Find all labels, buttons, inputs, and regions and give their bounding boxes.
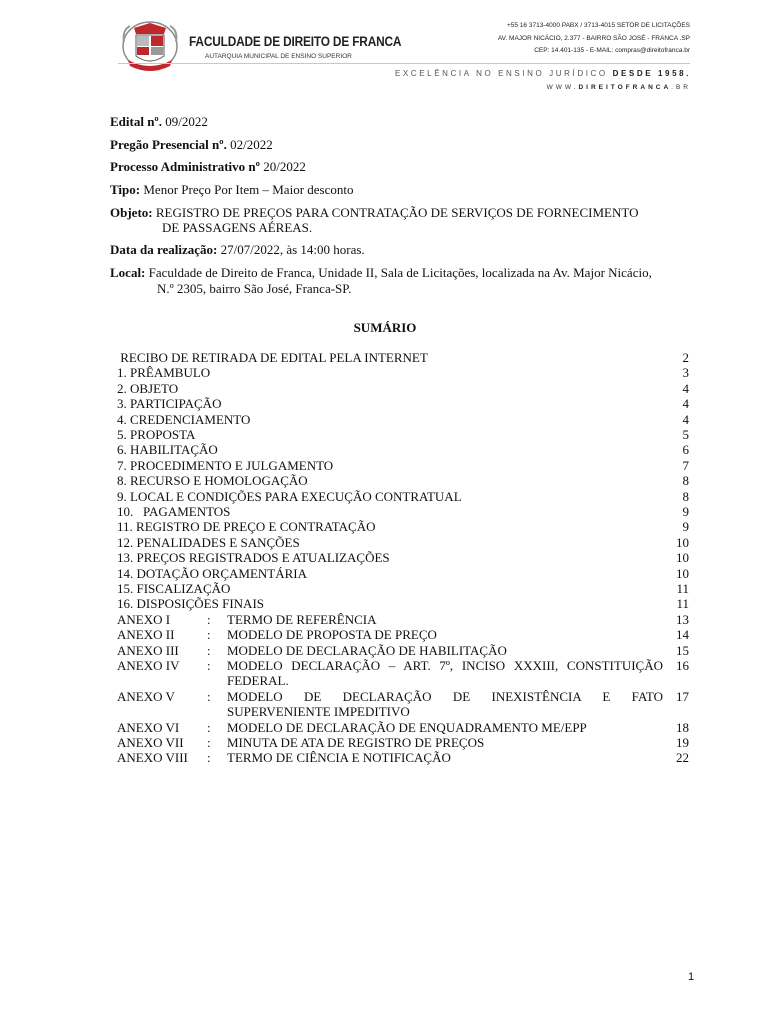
annex-item xyxy=(117,612,689,627)
toc-item-page: 4 xyxy=(682,380,689,396)
annex-description: MINUTA DE ATA DE REGISTRO DE PREÇOS xyxy=(227,735,485,750)
letterhead xyxy=(0,0,770,100)
toc-item xyxy=(117,365,689,380)
annex-separator: : xyxy=(207,735,211,750)
tipo-line xyxy=(110,182,353,197)
annex-name: ANEXO VI xyxy=(117,719,180,735)
toc-item-page: 4 xyxy=(682,396,689,412)
edital-value: 09/2022 xyxy=(165,114,208,129)
annex-item xyxy=(117,643,689,658)
annex-page: 16 xyxy=(676,658,689,673)
processo-line xyxy=(110,159,306,174)
annex-page: 19 xyxy=(676,735,689,750)
annex-page: 15 xyxy=(676,642,689,658)
toc-item-title: 3. PARTICIPAÇÃO xyxy=(117,396,222,412)
toc-item xyxy=(117,489,689,504)
toc-item-page: 4 xyxy=(682,411,689,427)
toc-item-title: 2. OBJETO xyxy=(117,380,179,396)
annex-description: TERMO DE CIÊNCIA E NOTIFICAÇÃO xyxy=(227,750,451,766)
toc-item-title: 8. RECURSO E HOMOLOGAÇÃO xyxy=(117,473,308,489)
toc-item-title: RECIBO DE RETIRADA DE EDITAL PELA INTERNET xyxy=(117,350,428,365)
annex-page: 17 xyxy=(676,688,689,704)
toc-item-page: 11 xyxy=(676,581,689,596)
toc-item-title: 4. CREDENCIAMENTO xyxy=(117,411,251,427)
local-line xyxy=(110,265,652,280)
annex-description: FEDERAL. xyxy=(227,673,289,689)
toc-item-title: 1. PRÊAMBULO xyxy=(117,365,211,381)
annex-separator: : xyxy=(207,658,211,673)
annex-description: SUPERVENIENTE IMPEDITIVO xyxy=(227,704,410,720)
toc-item-page: 10 xyxy=(676,565,689,581)
objeto-label: Objeto: xyxy=(110,205,153,220)
toc-item-title: 9. LOCAL E CONDIÇÕES PARA EXECUÇÃO CONTRATUAL xyxy=(117,488,462,504)
edital-label: Edital nº. xyxy=(110,114,162,129)
annex-page: 13 xyxy=(676,611,689,627)
annex-separator: : xyxy=(207,627,211,643)
institution-subtitle: AUTARQUIA MUNICIPAL DE ENSINO SUPERIOR xyxy=(205,53,352,60)
data-line xyxy=(110,242,365,257)
tagline xyxy=(395,69,691,78)
toc-item-title: 16. DISPOSIÇÕES FINAIS xyxy=(117,596,264,612)
toc-item xyxy=(117,519,689,534)
annex-item xyxy=(117,627,689,642)
annex-description: MODELO DE DECLARAÇÃO DE ENQUADRAMENTO ME/EPP xyxy=(227,719,587,735)
annex-name: ANEXO I xyxy=(117,611,171,627)
toc-item-page: 7 xyxy=(682,457,689,473)
summary-title: SUMÁRIO xyxy=(353,320,417,335)
annex-separator: : xyxy=(207,750,211,766)
toc-item xyxy=(117,412,689,427)
website-suffix: .BR xyxy=(671,84,691,91)
toc-item-title: 6. HABILITAÇÃO xyxy=(117,442,218,458)
toc-item xyxy=(117,473,689,488)
crest-icon xyxy=(120,20,180,74)
processo-label: Processo Administrativo nº xyxy=(110,159,260,174)
toc-item-page: 8 xyxy=(682,488,689,504)
toc-item-page: 8 xyxy=(682,473,689,489)
toc-item xyxy=(117,504,689,519)
toc-item xyxy=(117,350,689,365)
toc-item xyxy=(117,396,689,411)
edital-line xyxy=(110,114,208,129)
data-label: Data da realização: xyxy=(110,242,218,257)
annex-item xyxy=(117,689,689,720)
toc-item-title: 13. PREÇOS REGISTRADOS E ATUALIZAÇÕES xyxy=(117,550,390,566)
toc-item-page: 10 xyxy=(676,534,689,550)
pregao-label: Pregão Presencial nº. xyxy=(110,137,227,152)
annex-name: ANEXO III xyxy=(117,642,179,658)
annex-page: 18 xyxy=(676,719,689,735)
objeto-value: REGISTRO DE PREÇOS PARA CONTRATAÇÃO DE SERVIÇOS DE FORNECIMENTO xyxy=(155,205,639,220)
website xyxy=(547,84,691,91)
toc-item-page: 9 xyxy=(682,504,689,519)
header-divider xyxy=(118,63,690,64)
website-prefix: WWW. xyxy=(546,84,579,91)
pregao-value: 02/2022 xyxy=(230,137,273,152)
toc-item xyxy=(117,566,689,581)
toc-item xyxy=(117,442,689,457)
annex-description: MODELO DECLARAÇÃO – ART. 7º, INCISO XXXIII, CONSTITUIÇÃO xyxy=(227,658,663,673)
annex-item xyxy=(117,750,689,765)
toc-item-page: 6 xyxy=(682,442,689,458)
toc-item-page: 3 xyxy=(682,365,689,381)
annex-page: 22 xyxy=(676,750,689,766)
pregao-line xyxy=(110,137,273,152)
toc-item-page: 5 xyxy=(682,427,689,442)
data-value: 27/07/2022, às 14:00 horas. xyxy=(220,242,365,257)
annex-separator: : xyxy=(207,642,211,658)
annex-name: ANEXO VIII xyxy=(117,750,188,766)
toc-item-title: 14. DOTAÇÃO ORÇAMENTÁRIA xyxy=(117,565,307,581)
annex-item xyxy=(117,735,689,750)
contact-email: CEP: 14.401-135 - E-MAIL: compras@direitofranca.br xyxy=(534,47,690,54)
annex-item xyxy=(117,658,689,689)
toc-item-page: 9 xyxy=(682,519,689,535)
contact-address: AV. MAJOR NICÁCIO, 2.377 - BAIRRO SÃO JOSÉ - FRANCA .SP xyxy=(497,34,690,42)
annex-name: ANEXO II xyxy=(117,627,175,643)
annex-separator: : xyxy=(207,688,211,704)
toc-item xyxy=(117,550,689,565)
objeto-continuation: DE PASSAGENS AÉREAS. xyxy=(162,220,313,235)
toc-item xyxy=(117,427,689,442)
contact-phone: +55 16 3713-4000 PABX / 3713-4015 SETOR DE LICITAÇÕES xyxy=(506,22,690,29)
objeto-line xyxy=(110,205,638,220)
annex-separator: : xyxy=(207,719,211,735)
toc-item-page: 11 xyxy=(676,596,689,612)
annex-page: 14 xyxy=(676,627,689,643)
toc-item xyxy=(117,458,689,473)
institution-name: FACULDADE DE DIREITO DE FRANCA xyxy=(189,34,402,49)
toc-item-title: 12. PENALIDADES E SANÇÕES xyxy=(117,534,300,550)
annex-name: ANEXO VII xyxy=(117,735,184,750)
tagline-text: EXCELÊNCIA NO ENSINO JURÍDICO xyxy=(395,69,608,78)
annex-description: TERMO DE REFERÊNCIA xyxy=(227,611,377,627)
toc-item-page: 2 xyxy=(682,350,689,365)
toc-item xyxy=(117,381,689,396)
page-number: 1 xyxy=(688,971,695,983)
annex-description: MODELO DE PROPOSTA DE PREÇO xyxy=(227,627,437,643)
toc-item-title: 5. PROPOSTA xyxy=(117,427,196,442)
toc-item xyxy=(117,581,689,596)
contact-info xyxy=(498,20,690,58)
annex-item xyxy=(117,720,689,735)
tagline-year: DESDE 1958. xyxy=(612,69,691,78)
annex-name: ANEXO V xyxy=(117,688,175,704)
annex-description: MODELO DE DECLARAÇÃO DE HABILITAÇÃO xyxy=(227,642,507,658)
processo-value: 20/2022 xyxy=(263,159,306,174)
toc-item-title: 11. REGISTRO DE PREÇO E CONTRATAÇÃO xyxy=(117,519,376,535)
annex-description: MODELO DE DECLARAÇÃO DE INEXISTÊNCIA E FATO xyxy=(227,688,663,704)
toc-item xyxy=(117,596,689,611)
local-value: Faculdade de Direito de Franca, Unidade II, Sala de Licitações, localizada na Av. Major Nicácio, xyxy=(148,265,652,280)
tipo-label: Tipo: xyxy=(110,182,141,197)
annex-separator: : xyxy=(207,611,211,627)
local-label: Local: xyxy=(110,265,146,280)
toc-item-title: 7. PROCEDIMENTO E JULGAMENTO xyxy=(117,457,334,473)
toc-item-page: 10 xyxy=(676,550,689,566)
annex-name: ANEXO IV xyxy=(117,658,180,673)
toc-item xyxy=(117,535,689,550)
tipo-value: Menor Preço Por Item – Maior desconto xyxy=(143,182,354,197)
website-domain: DIREITOFRANCA xyxy=(578,84,672,91)
toc-item-title: 15. FISCALIZAÇÃO xyxy=(117,581,231,596)
local-continuation: N.º 2305, bairro São José, Franca-SP. xyxy=(157,281,352,296)
toc-item-title: 10. PAGAMENTOS xyxy=(117,504,231,519)
